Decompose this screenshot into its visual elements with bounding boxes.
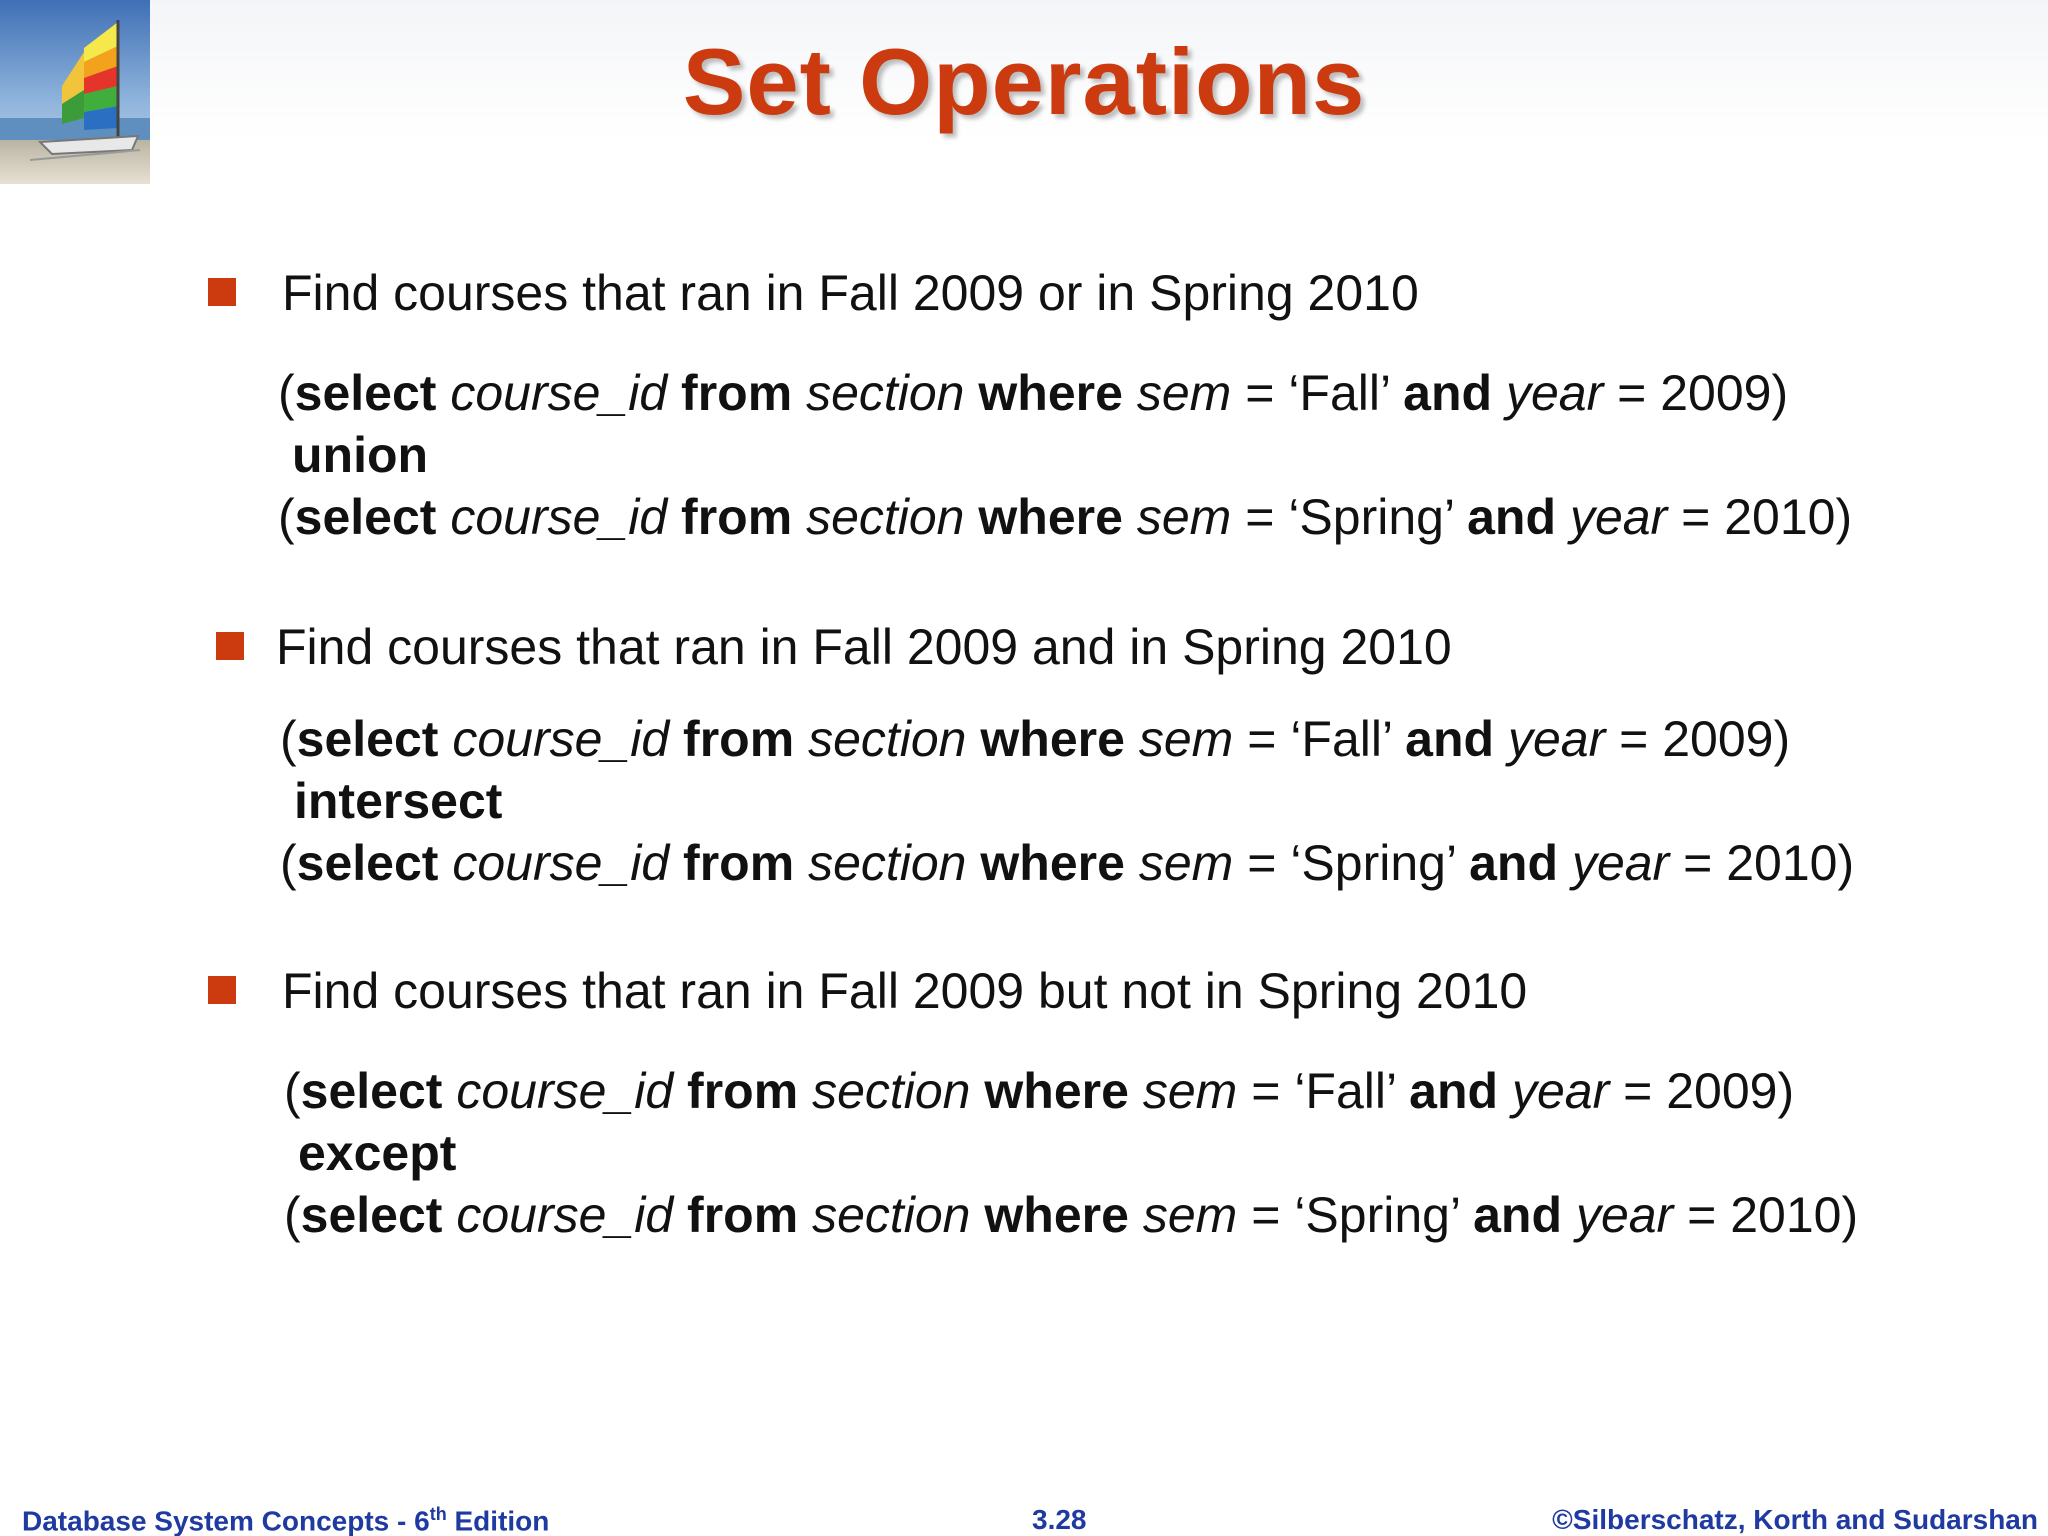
sql-line: (select course_id from section where sem = ‘Fall’ and year = 2009) — [284, 1063, 1795, 1119]
sql-line: (select course_id from section where sem = ‘Fall’ and year = 2009) — [280, 711, 1791, 767]
set-operator: except — [298, 1125, 457, 1181]
bullet-text: Find courses that ran in Fall 2009 or in Spring 2010 — [282, 265, 1419, 321]
sql-line: (select course_id from section where sem = ‘Spring’ and year = 2010) — [280, 835, 1855, 891]
footer-book-title: Database System Concepts - 6th Edition — [22, 1504, 550, 1536]
bullet-text: Find courses that ran in Fall 2009 and in Spring 2010 — [276, 619, 1452, 675]
sql-query-block — [284, 1060, 1858, 1246]
sql-query-block — [280, 708, 1854, 894]
bullet-text: Find courses that ran in Fall 2009 but not in Spring 2010 — [282, 963, 1528, 1019]
footer-slide-number: 3.28 — [1032, 1504, 1087, 1535]
sql-query-block — [278, 362, 1852, 548]
set-operator: intersect — [294, 773, 503, 829]
square-bullet-icon — [216, 632, 244, 660]
sql-line: (select course_id from section where sem = ‘Fall’ and year = 2009) — [278, 365, 1789, 421]
footer-copyright: ©Silberschatz, Korth and Sudarshan — [1552, 1504, 2038, 1535]
square-bullet-icon — [208, 278, 236, 306]
sql-line: (select course_id from section where sem = ‘Spring’ and year = 2010) — [278, 489, 1853, 545]
sql-line: (select course_id from section where sem = ‘Spring’ and year = 2010) — [284, 1187, 1859, 1243]
square-bullet-icon — [208, 976, 236, 1004]
slide-title: Set Operations — [682, 29, 1366, 134]
set-operator: union — [292, 427, 429, 483]
